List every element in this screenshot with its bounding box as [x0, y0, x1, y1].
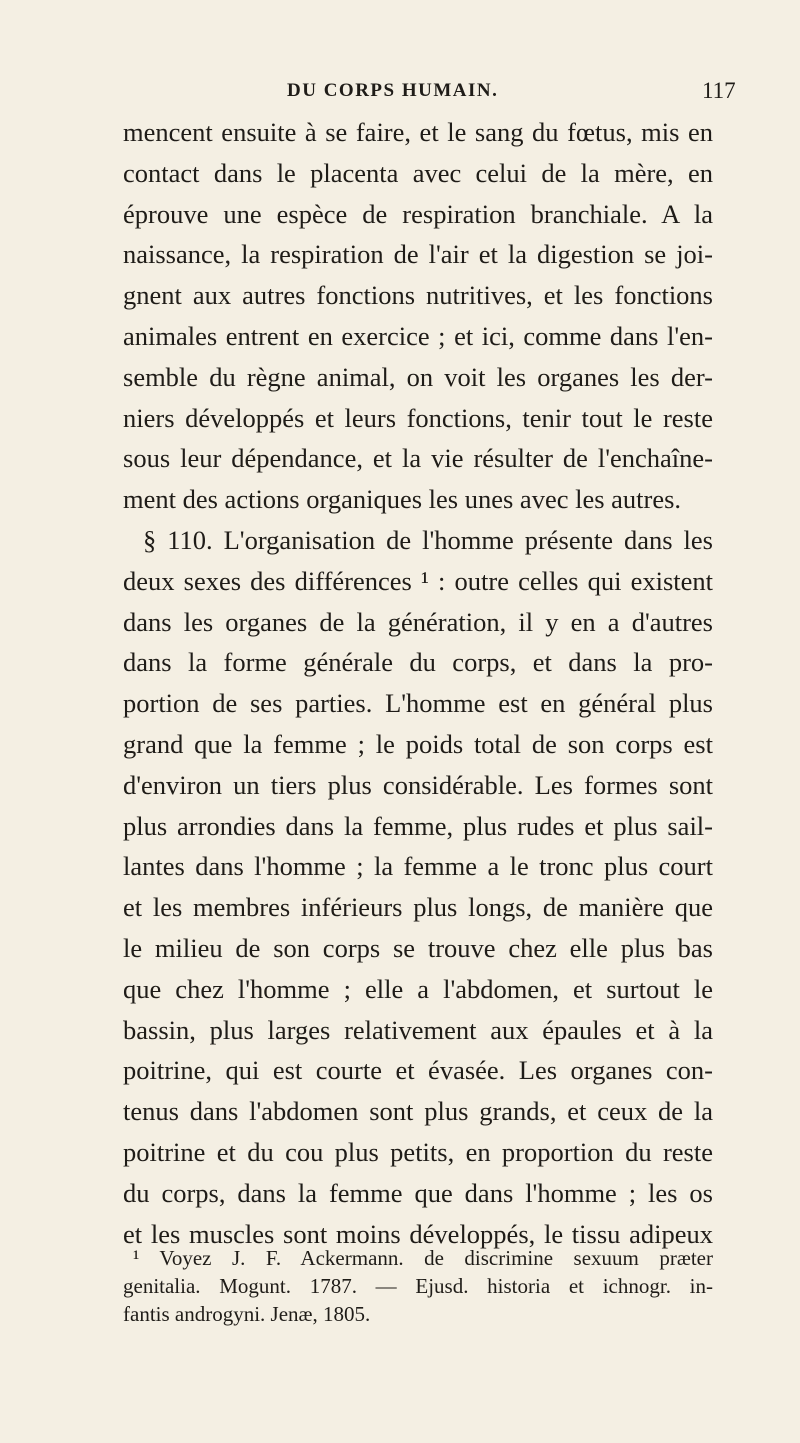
text-line: naissance, la respiration de l'air et la digestion se joi-: [123, 239, 713, 270]
text-line: portion de ses parties. L'homme est en général plus: [123, 688, 713, 719]
text-line: lantes dans l'homme ; la femme a le tronc plus court: [123, 851, 713, 882]
footnotes: [123, 1244, 713, 1328]
running-head-title: DU CORPS HUMAIN.: [287, 80, 499, 101]
text-line: le milieu de son corps se trouve chez elle plus bas: [123, 932, 713, 963]
text-line: niers développés et leurs fonctions, tenir tout le reste: [123, 402, 713, 433]
text-line: contact dans le placenta avec celui de la mère, en: [123, 157, 713, 188]
text-line: et les muscles sont moins développés, le tissu adipeux: [123, 1218, 713, 1249]
body-text: [123, 112, 713, 1254]
text-line: et les membres inférieurs plus longs, de manière que: [123, 892, 713, 923]
text-line: mencent ensuite à se faire, et le sang du fœtus, mis en: [123, 117, 713, 147]
text-line: gnent aux autres fonctions nutritives, et les fonctions: [123, 280, 713, 311]
text-line: animales entrent en exercice ; et ici, comme dans l'en-: [123, 320, 713, 351]
text-line: ment des actions organiques les unes avec les autres.: [123, 484, 682, 515]
page-number: 117: [702, 78, 736, 103]
text-line: poitrine, qui est courte et évasée. Les organes con-: [123, 1055, 713, 1086]
text-line: semble du règne animal, on voit les organes les der-: [123, 361, 713, 392]
footnote-line: ¹ Voyez J. F. Ackermann. de discrimine sexuum præter: [133, 1246, 713, 1270]
text-line: que chez l'homme ; elle a l'abdomen, et surtout le: [123, 973, 713, 1004]
section-start-line: § 110. L'organisation de l'homme présente dans les: [143, 524, 713, 555]
footnote-line: fantis androgyni. Jenæ, 1805.: [123, 1302, 371, 1326]
text-line: d'environ un tiers plus considérable. Les formes sont: [123, 769, 713, 800]
text-line: sous leur dépendance, et la vie résulter de l'enchaîne-: [123, 443, 713, 474]
text-line: dans les organes de la génération, il y en a d'autres: [123, 606, 713, 637]
text-line: plus arrondies dans la femme, plus rudes et plus sail-: [123, 810, 713, 841]
text-line: grand que la femme ; le poids total de son corps est: [123, 728, 713, 759]
text-line: du corps, dans la femme que dans l'homme ; les os: [123, 1177, 713, 1208]
footnote-line: genitalia. Mogunt. 1787. — Ejusd. historia et ichnogr. in-: [123, 1274, 713, 1298]
text-line: deux sexes des différences ¹ : outre celles qui existent: [123, 565, 713, 596]
running-head: [0, 80, 800, 110]
text-line: éprouve une espèce de respiration branchiale. A la: [123, 198, 713, 229]
text-line: bassin, plus larges relativement aux épaules et à la: [123, 1014, 713, 1045]
text-line: tenus dans l'abdomen sont plus grands, et ceux de la: [123, 1096, 713, 1127]
text-line: dans la forme générale du corps, et dans la pro-: [123, 647, 713, 678]
text-line: poitrine et du cou plus petits, en proportion du reste: [123, 1136, 713, 1167]
